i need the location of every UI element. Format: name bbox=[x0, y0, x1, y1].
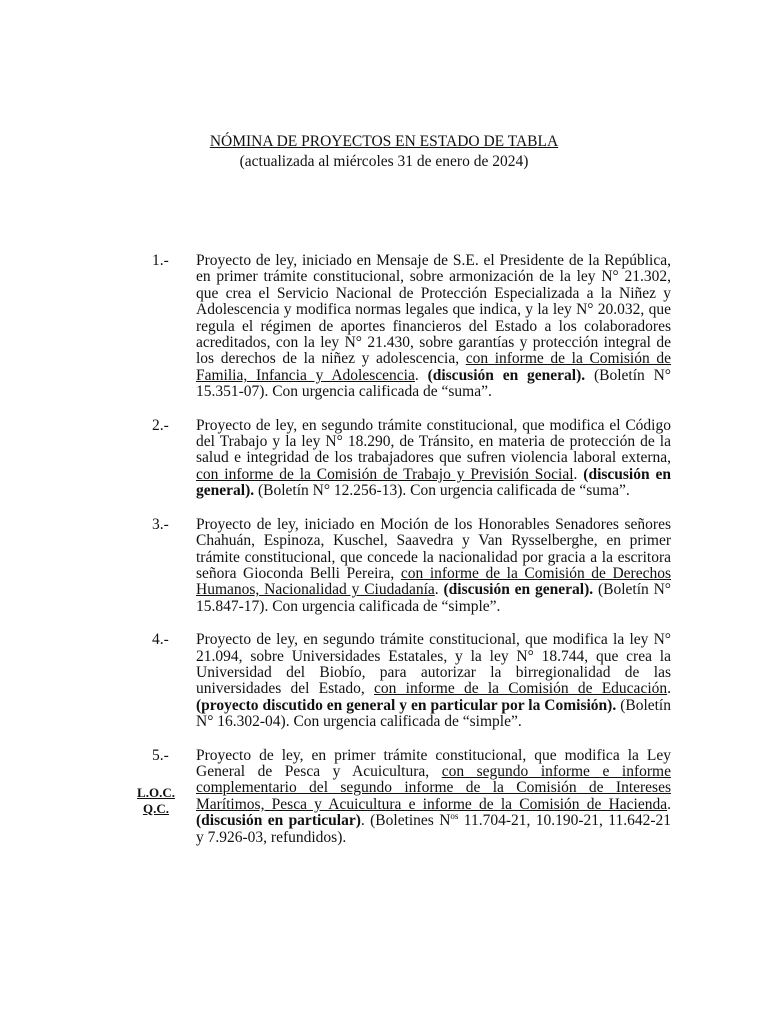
project-item-2 bbox=[0, 418, 768, 500]
project-item-1 bbox=[0, 253, 768, 401]
item-number: 4.- bbox=[152, 631, 169, 649]
item-body: Proyecto de ley, en primer trámite constitucional, que modifica la Ley General de Pesca y Acuicultura, bbox=[196, 746, 671, 780]
bulletin-info-start: . (Boletines N bbox=[360, 812, 451, 830]
separator: . bbox=[434, 581, 444, 599]
discussion-status: (proyecto discutido en general y en particular por la Comisión). bbox=[196, 696, 617, 714]
bulletin-info: (Boletín N° 15.847-17). Con urgencia calificada de “simple”. bbox=[196, 581, 671, 615]
project-item-5 bbox=[0, 748, 768, 846]
bulletin-info-end: 11.704-21, 10.190-21, 11.642-21 y 7.926-03, refundidos). bbox=[196, 812, 672, 846]
item-text bbox=[196, 632, 671, 730]
item-text bbox=[196, 748, 671, 846]
discussion-status: (discusión en general). bbox=[196, 465, 671, 500]
project-item-3 bbox=[0, 517, 768, 615]
bulletin-info: (Boletín N° 16.302-04). Con urgencia calificada de “simple”. bbox=[196, 696, 671, 731]
discussion-status: (discusión en general). bbox=[427, 366, 586, 384]
separator: . bbox=[414, 366, 428, 384]
qc-label: Q.C. bbox=[143, 800, 169, 816]
separator: . bbox=[667, 680, 671, 698]
document-title: NÓMINA DE PROYECTOS EN ESTADO DE TABLA bbox=[209, 133, 559, 150]
separator: . bbox=[573, 465, 584, 483]
item-body: Proyecto de ley, en segundo trámite constitucional, que modifica la ley N° 21.094, sobre Universidades Estatales, y la ley N° 18.744, que crea la Universidad del Biobío, para autorizar la birregionalidad de las universidades del Estado, bbox=[196, 631, 671, 698]
discussion-status: (discusión en general). bbox=[443, 581, 594, 599]
committee-report: con informe de la Comisión de Educación bbox=[374, 680, 668, 698]
item-number: 1.- bbox=[152, 252, 169, 269]
bulletin-info: (Boletín N° 15.351-07). Con urgencia calificada de “suma”. bbox=[196, 366, 671, 401]
item-text bbox=[196, 253, 671, 401]
plural-superscript: os bbox=[450, 811, 459, 822]
item-text bbox=[196, 517, 671, 615]
committee-report: con informe de la Comisión de Trabajo y Previsión Social bbox=[196, 465, 574, 483]
item-number: 3.- bbox=[152, 515, 169, 533]
discussion-status: (discusión en particular) bbox=[196, 812, 361, 830]
committee-report: con informe de la Comisión de Derechos Humanos, Nacionalidad y Ciudadanía bbox=[196, 564, 671, 599]
bulletin-info: (Boletín N° 12.256-13). Con urgencia calificada de “suma”. bbox=[254, 482, 630, 500]
document-subtitle: (actualizada al miércoles 31 de enero de 2024) bbox=[239, 153, 529, 170]
item-body: Proyecto de ley, iniciado en Mensaje de S.E. el Presidente de la República, en primer trámite constitucional, sobre armonización de la ley N° 21.302, que crea el Servicio Nacional de Protección Especializada a la Niñez y Adolescencia y modifica normas legales que indica, y la ley N° 20.032, que regula el régimen de aportes financieros del Estado a los colaboradores acreditados, con la ley N° 21.430, sobre garantías y protección integral de los derechos de la niñez y adolescencia, bbox=[196, 252, 671, 368]
separator: . bbox=[667, 795, 671, 813]
item-body: Proyecto de ley, iniciado en Moción de los Honorables Senadores señores Chahuán, Espinoza, Kuschel, Saavedra y Van Rysselberghe, en primer trámite constitucional, que concede la nacionalidad por gracia a la escritora señora Gioconda Belli Pereira, bbox=[196, 515, 671, 582]
project-item-4 bbox=[0, 632, 768, 730]
item-number: 2.- bbox=[152, 416, 169, 434]
project-list bbox=[0, 253, 768, 863]
loc-label: L.O.C. bbox=[137, 784, 175, 800]
document-header bbox=[0, 133, 768, 171]
item-text bbox=[196, 418, 671, 500]
committee-report: con segundo informe e informe complementario del segundo informe de la Comisión de Intereses Marítimos, Pesca y Acuicultura e informe de la Comisión de Hacienda bbox=[196, 762, 671, 813]
loc-qc-label bbox=[130, 785, 182, 817]
item-body: Proyecto de ley, en segundo trámite constitucional, que modifica el Código del Trabajo y la ley N° 18.290, de Tránsito, en materia de protección de la salud e integridad de los trabajadores que sufren violencia laboral externa, bbox=[196, 416, 671, 467]
committee-report: con informe de la Comisión de Familia, Infancia y Adolescencia bbox=[196, 350, 671, 384]
item-number: 5.- bbox=[152, 746, 169, 764]
